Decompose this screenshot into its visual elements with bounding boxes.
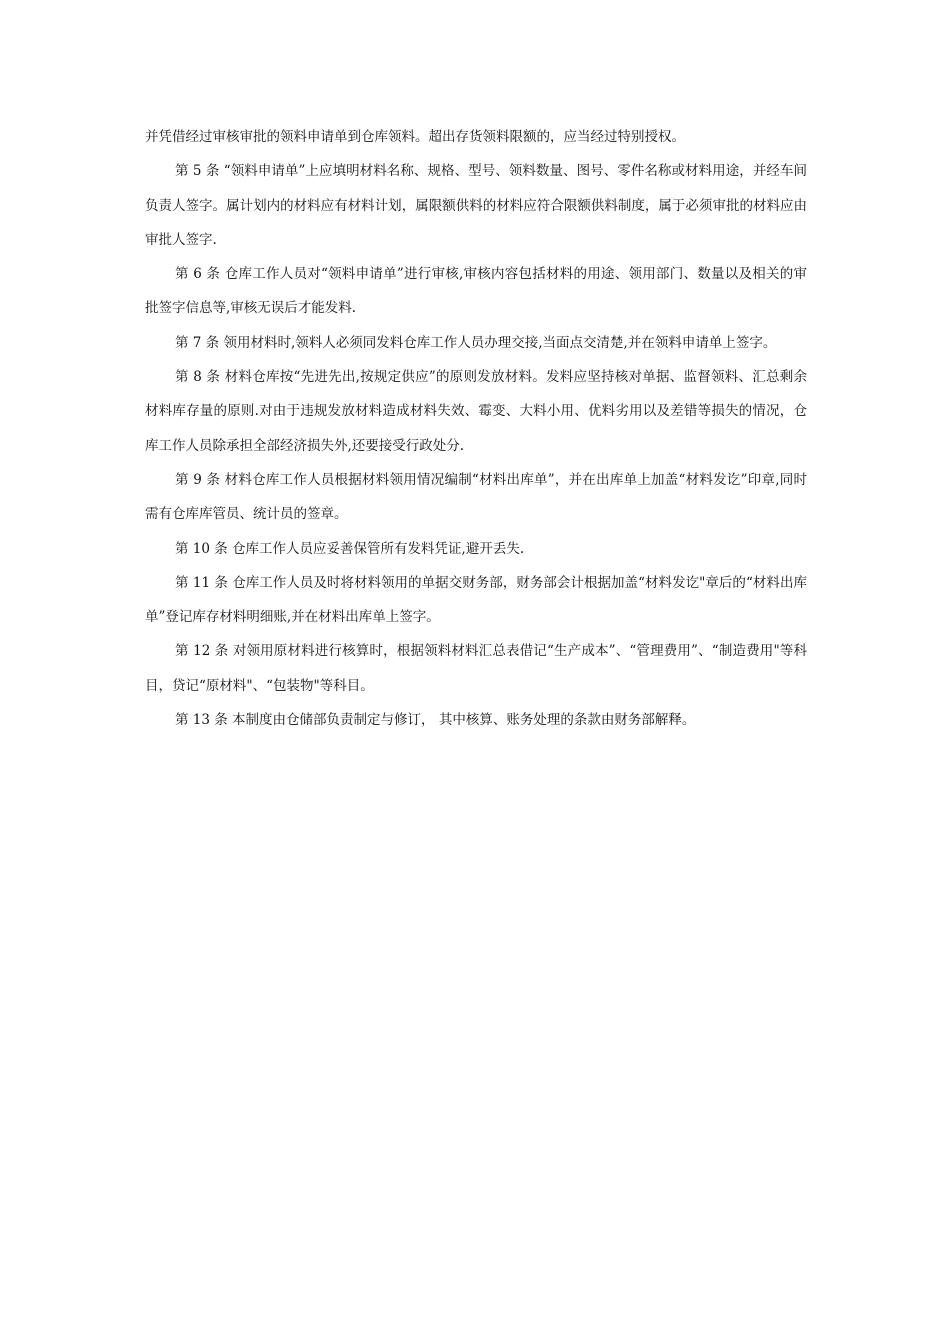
paragraph-continuation: 并凭借经过审核审批的领料申请单到仓库领料。超出存货领料限额的，应当经过特别授权。 bbox=[145, 129, 685, 145]
article-8: 第 8 条 材料仓库按“先进先出,按规定供应”的原则发放材料。发料应坚持核对单据、监督领料、汇总剩余材料库存量的原则.对由于违规发放材料造成材料失效、霉变、大料小用、优料劣用以及差错等损失的情况，仓库工作人员除承担全部经济损失外,还要接受行政处分. bbox=[145, 369, 807, 454]
article-5: 第 5 条 “领料申请单”上应填明材料名称、规格、型号、领料数量、图号、零件名称或材料用途，并经车间负责人签字。属计划内的材料应有材料计划，属限额供料的材料应符合限额供料制度，属于必须审批的材料应由审批人签字. bbox=[145, 163, 807, 248]
article-7: 第 7 条 领用材料时,领料人必须同发料仓库工作人员办理交接,当面点交清楚,并在领料申请单上签字。 bbox=[175, 334, 777, 351]
document-body bbox=[145, 120, 807, 737]
article-12: 第 12 条 对领用原材料进行核算时，根据领料材料汇总表借记“生产成本”、“管理费用”、“制造费用"等科目，贷记“原材料"、“包装物"等科目。 bbox=[145, 643, 807, 694]
article-11: 第 11 条 仓库工作人员及时将材料领用的单据交财务部，财务部会计根据加盖“材料发讫"章后的“材料出库单”登记库存材料明细账,并在材料出库单上签字。 bbox=[145, 574, 807, 626]
article-10: 第 10 条 仓库工作人员应妥善保管所有发料凭证,避开丢失. bbox=[175, 540, 525, 557]
article-6: 第 6 条 仓库工作人员对“领料申请单”进行审核,审核内容包括材料的用途、领用部门、数量以及相关的审批签字信息等,审核无误后才能发料. bbox=[145, 266, 807, 317]
article-9: 第 9 条 材料仓库工作人员根据材料领用情况编制“材料出库单”，并在出库单上加盖“材料发讫”印章,同时需有仓库库管员、统计员的签章。 bbox=[145, 471, 807, 523]
article-13: 第 13 条 本制度由仓储部负责制定与修订， 其中核算、账务处理的条款由财务部解释。 bbox=[175, 712, 696, 729]
